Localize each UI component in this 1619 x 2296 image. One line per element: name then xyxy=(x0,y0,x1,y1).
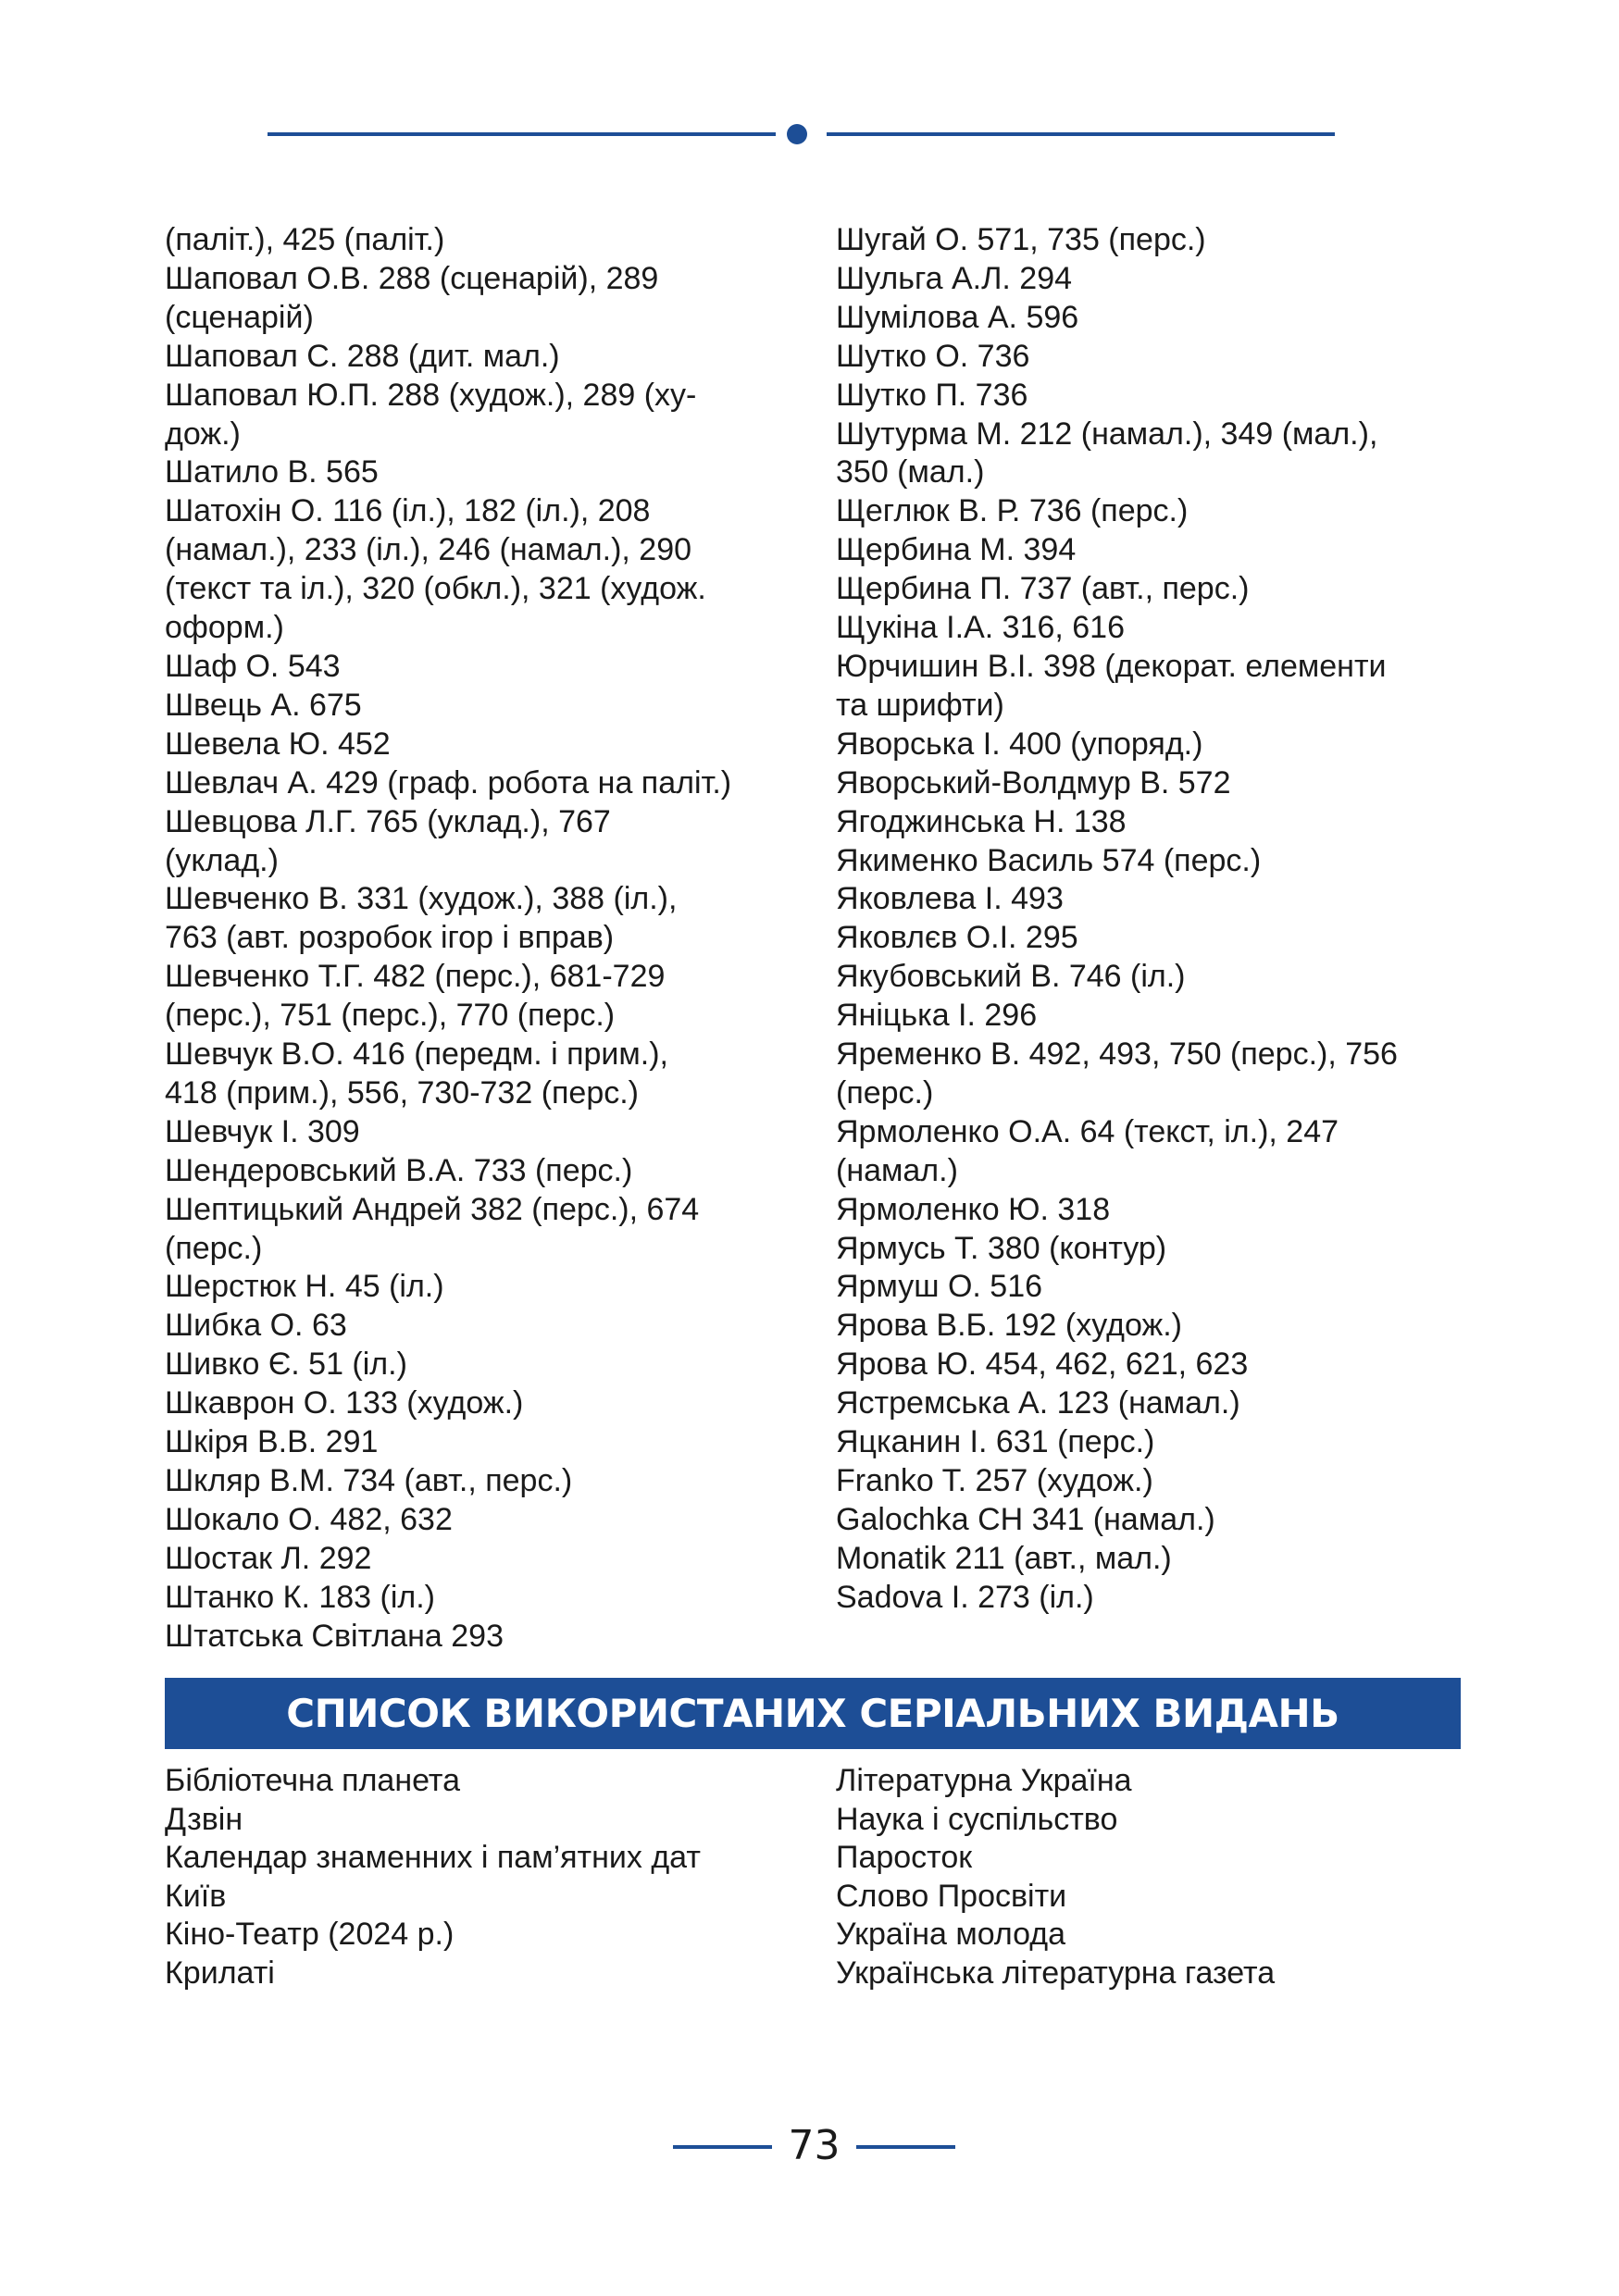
serial-title: Українська літературна газета xyxy=(836,1955,1276,1991)
index-entry: Ярмоленко Ю. 318 xyxy=(836,1191,1111,1227)
serial-title: Кіно-Театр (2024 р.) xyxy=(165,1917,455,1953)
index-entry: 763 (авт. розробок ігор і вправ) xyxy=(165,920,615,956)
serial-title: Київ xyxy=(165,1878,227,1914)
index-entry: Шевчук В.О. 416 (передм. і прим.), xyxy=(165,1036,668,1073)
index-entry: Ягоджинська Н. 138 xyxy=(836,803,1127,839)
index-entry: Franko T. 257 (худож.) xyxy=(836,1463,1153,1498)
index-entry: (текст та іл.), 320 (обкл.), 321 (худож. xyxy=(165,571,706,607)
index-entry: Шевченко Т.Г. 482 (перс.), 681-729 xyxy=(165,959,666,995)
index-entry: Яніцька І. 296 xyxy=(836,998,1038,1034)
index-entry: (паліт.), 425 (паліт.) xyxy=(165,222,445,257)
index-entry: Шаповал Ю.П. 288 (худож.), 289 (ху- xyxy=(165,377,697,413)
index-entry: Щербина М. 394 xyxy=(836,532,1077,568)
serials-section-title: СПИСОК ВИКОРИСТАНИХ СЕРІАЛЬНИХ ВИДАНЬ xyxy=(165,1678,1461,1749)
index-entry: Шерстюк Н. 45 (іл.) xyxy=(165,1269,444,1305)
index-entry: Штанко К. 183 (іл.) xyxy=(165,1579,436,1615)
index-entry: Швець А. 675 xyxy=(165,687,362,723)
index-entry: Юрчишин В.І. 398 (декорат. елементи xyxy=(836,648,1387,684)
page-number-rule-left xyxy=(673,2145,772,2149)
index-column-right xyxy=(836,221,1475,1618)
index-entry: Ярмусь Т. 380 (контур) xyxy=(836,1230,1167,1266)
index-entry: Шендеровський В.А. 733 (перс.) xyxy=(165,1152,633,1188)
index-column-left xyxy=(165,221,803,1657)
index-entry: Шаповал О.В. 288 (сценарій), 289 xyxy=(165,260,659,296)
index-entry: та шрифти) xyxy=(836,687,1004,723)
index-entry: Яковлєв О.І. 295 xyxy=(836,920,1078,956)
serial-title: Літературна Україна xyxy=(836,1763,1132,1798)
index-entry: Яковлева І. 493 xyxy=(836,881,1064,917)
index-entry: Щеглюк В. Р. 736 (перс.) xyxy=(836,493,1189,529)
index-entry: Ярова В.Б. 192 (худож.) xyxy=(836,1308,1182,1344)
serial-title: Паросток xyxy=(836,1840,973,1876)
index-entry: Шутурма М. 212 (намал.), 349 (мал.), xyxy=(836,416,1378,452)
serial-title: Наука і суспільство xyxy=(836,1801,1118,1837)
index-entry: Якубовський В. 746 (іл.) xyxy=(836,959,1186,995)
index-entry: (намал.), 233 (іл.), 246 (намал.), 290 xyxy=(165,532,692,568)
index-entry: Шаповал С. 288 (дит. мал.) xyxy=(165,338,560,374)
index-entry: Штатська Світлана 293 xyxy=(165,1618,504,1654)
index-entry: Яворський-Волдмур В. 572 xyxy=(836,764,1231,800)
serials-column-right xyxy=(836,1762,1475,1993)
top-divider-left xyxy=(268,132,776,136)
index-entry: Шостак Л. 292 xyxy=(165,1540,372,1576)
index-entry: Шептицький Андрей 382 (перс.), 674 xyxy=(165,1191,700,1227)
top-divider-right xyxy=(827,132,1335,136)
index-entry: Ярмуш О. 516 xyxy=(836,1269,1043,1305)
index-entry: Шевченко В. 331 (худож.), 388 (іл.), xyxy=(165,881,678,917)
index-entry: Шевчук І. 309 xyxy=(165,1113,360,1149)
index-entry: 350 (мал.) xyxy=(836,454,985,490)
index-entry: Шевела Ю. 452 xyxy=(165,726,391,762)
index-entry: 418 (прим.), 556, 730-732 (перс.) xyxy=(165,1074,640,1111)
index-entry: Ярмоленко О.А. 64 (текст, іл.), 247 xyxy=(836,1113,1339,1149)
index-entry: Шаф О. 543 xyxy=(165,648,341,684)
index-entry: Шибка О. 63 xyxy=(165,1308,347,1344)
index-entry: Шатило В. 565 xyxy=(165,454,379,490)
index-entry: Шутко П. 736 xyxy=(836,377,1028,413)
index-entry: Шкіря В.В. 291 xyxy=(165,1424,379,1460)
index-entry: Шкаврон О. 133 (худож.) xyxy=(165,1385,524,1421)
index-entry: Яворська І. 400 (упоряд.) xyxy=(836,726,1203,762)
index-entry: (уклад.) xyxy=(165,842,279,878)
index-entry: (перс.) xyxy=(165,1230,263,1266)
serial-title: Слово Просвіти xyxy=(836,1878,1067,1914)
index-entry: Шугай О. 571, 735 (перс.) xyxy=(836,222,1206,257)
index-entry: Monatik 211 (авт., мал.) xyxy=(836,1540,1172,1576)
serial-title: Крилаті xyxy=(165,1955,275,1991)
index-entry: Якименко Василь 574 (перс.) xyxy=(836,842,1262,878)
index-entry: Шивко Є. 51 (іл.) xyxy=(165,1347,407,1383)
index-entry: оформ.) xyxy=(165,610,284,646)
index-entry: Galochka CH 341 (намал.) xyxy=(836,1501,1215,1537)
index-entry: Шевцова Л.Г. 765 (уклад.), 767 xyxy=(165,803,611,839)
page-number: 73 xyxy=(788,2122,841,2169)
index-entry: дож.) xyxy=(165,416,241,452)
index-entry: Sadova I. 273 (іл.) xyxy=(836,1579,1094,1615)
serial-title: Україна молода xyxy=(836,1917,1066,1953)
index-entry: Ястремська А. 123 (намал.) xyxy=(836,1385,1240,1421)
divider-dot-icon xyxy=(787,124,807,144)
index-entry: Яременко В. 492, 493, 750 (перс.), 756 xyxy=(836,1036,1398,1073)
index-entry: (перс.) xyxy=(836,1074,934,1111)
page-number-rule-right xyxy=(856,2145,955,2149)
index-entry: Шульга А.Л. 294 xyxy=(836,260,1073,296)
serial-title: Бібліотечна планета xyxy=(165,1763,460,1798)
serial-title: Дзвін xyxy=(165,1801,243,1837)
index-entry: Шокало О. 482, 632 xyxy=(165,1501,453,1537)
index-entry: (перс.), 751 (перс.), 770 (перс.) xyxy=(165,998,616,1034)
index-entry: Шумілова А. 596 xyxy=(836,299,1079,335)
index-entry: Шутко О. 736 xyxy=(836,338,1030,374)
index-entry: (сценарій) xyxy=(165,299,314,335)
serials-column-left xyxy=(165,1762,803,1993)
index-entry: (намал.) xyxy=(836,1152,958,1188)
index-entry: Ярова Ю. 454, 462, 621, 623 xyxy=(836,1347,1249,1383)
serial-title: Календар знаменних і пам’ятних дат xyxy=(165,1840,701,1876)
index-entry: Щербина П. 737 (авт., перс.) xyxy=(836,571,1250,607)
index-entry: Щукіна І.А. 316, 616 xyxy=(836,610,1125,646)
index-entry: Шатохін О. 116 (іл.), 182 (іл.), 208 xyxy=(165,493,651,529)
index-entry: Яцканин І. 631 (перс.) xyxy=(836,1424,1155,1460)
index-entry: Шкляр В.М. 734 (авт., перс.) xyxy=(165,1463,573,1498)
index-entry: Шевлач А. 429 (граф. робота на паліт.) xyxy=(165,764,732,800)
